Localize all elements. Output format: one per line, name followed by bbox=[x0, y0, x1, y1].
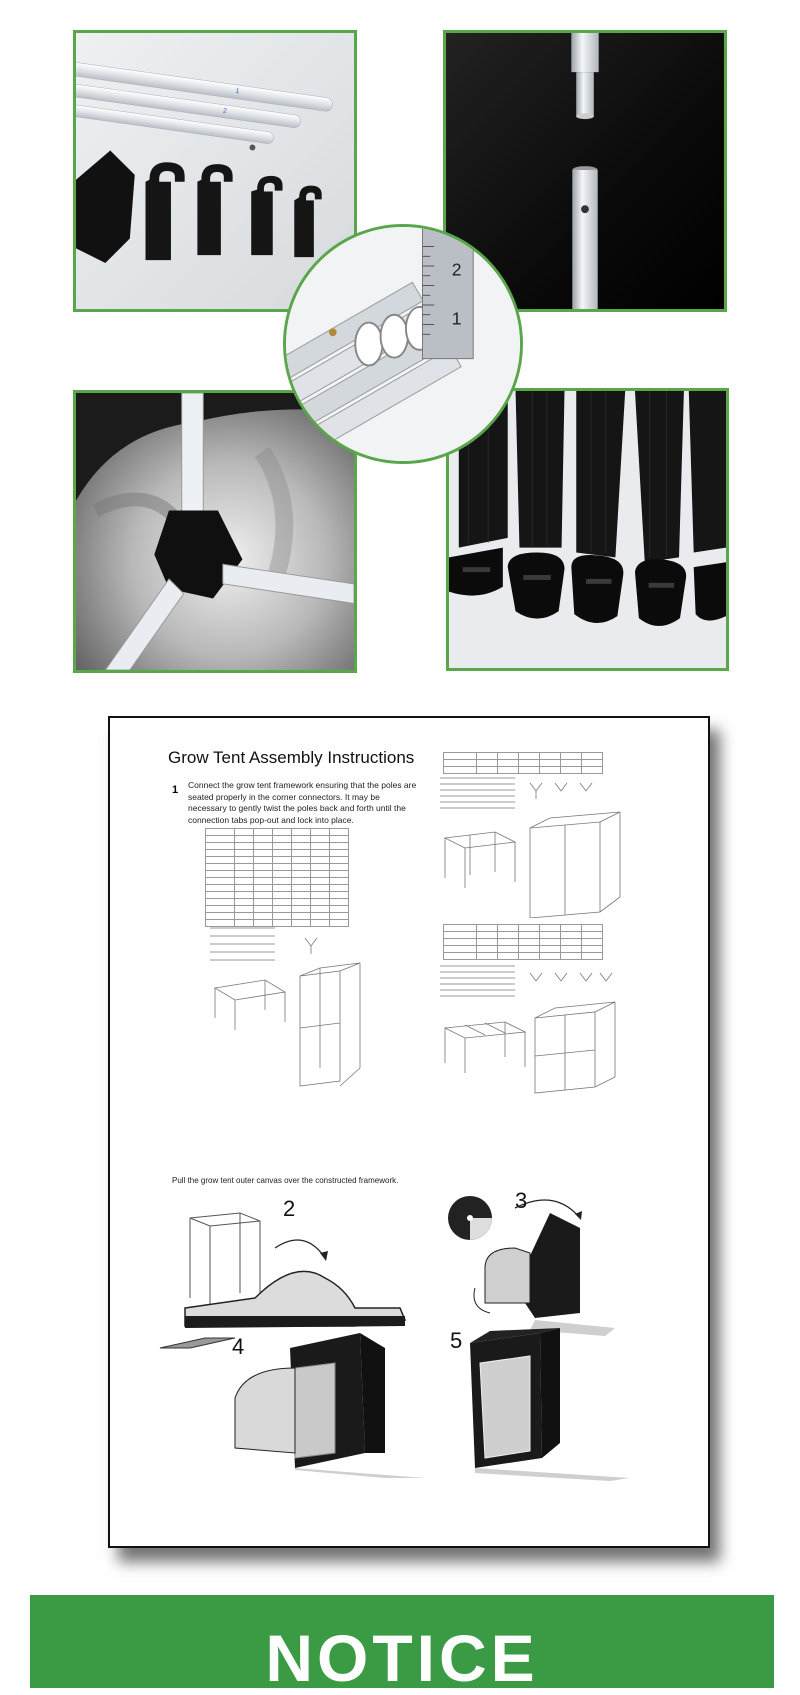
spec-table-small bbox=[205, 828, 349, 927]
straps-buckles-image bbox=[449, 391, 726, 668]
ruler-poles-image bbox=[286, 227, 520, 461]
photo-pole-diameter-ruler bbox=[283, 224, 523, 464]
frame-diagram-medium bbox=[435, 768, 625, 918]
assembly-instructions-sheet bbox=[108, 716, 710, 1548]
pull-canvas-instruction: Pull the grow tent outer canvas over the constructed framework. bbox=[172, 1176, 399, 1185]
figure-5-finished-tent bbox=[430, 1323, 630, 1483]
frame-diagram-small bbox=[205, 918, 365, 1093]
ruler-mark: 2 bbox=[451, 259, 462, 280]
spec-table-large bbox=[443, 924, 603, 960]
figure-number: 5 bbox=[450, 1328, 463, 1353]
pole-label: 1 bbox=[235, 87, 240, 96]
figure-3-zip-canvas bbox=[445, 1188, 625, 1338]
photo-straps-buckles bbox=[446, 388, 729, 671]
figure-number: 3 bbox=[515, 1188, 528, 1213]
photo-corner-connector bbox=[73, 390, 357, 673]
figure-number: 4 bbox=[232, 1334, 245, 1359]
corner-connector-image bbox=[76, 393, 354, 670]
pole-label: 2 bbox=[222, 107, 228, 116]
notice-banner bbox=[30, 1595, 774, 1695]
figure-number: 2 bbox=[283, 1196, 296, 1221]
figure-4-close-door bbox=[195, 1328, 425, 1478]
frame-diagram-large bbox=[435, 958, 625, 1098]
step-instruction-text: Connect the grow tent framework ensuring that the poles are seated properly in the corner connectors. It may be necessary to gently twist the poles back and forth until the connection tabs pop-out and lock into place. bbox=[188, 780, 417, 825]
notice-label: NOTICE bbox=[265, 1621, 539, 1695]
step-number: 1 bbox=[172, 784, 179, 796]
instructions-title: Grow Tent Assembly Instructions bbox=[168, 748, 415, 767]
ruler-mark: 1 bbox=[451, 308, 462, 329]
